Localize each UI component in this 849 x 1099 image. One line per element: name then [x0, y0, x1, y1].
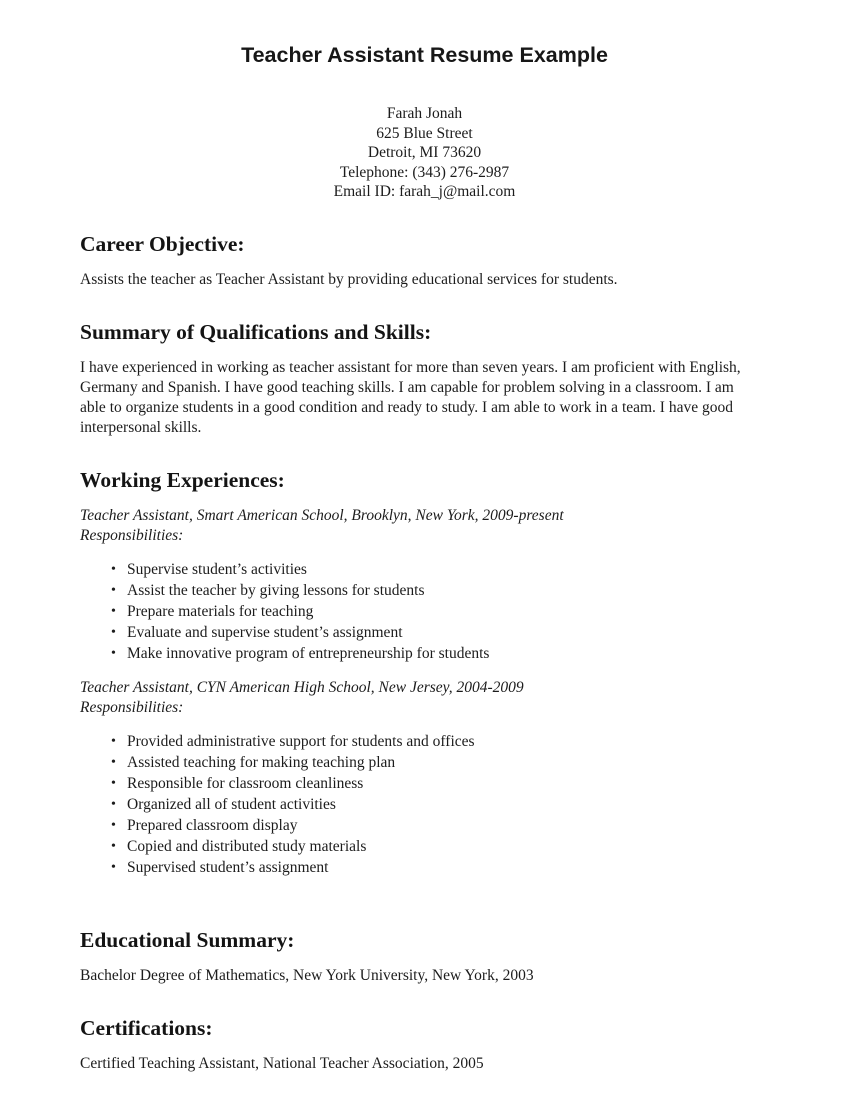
job-title-line: Teacher Assistant, CYN American High School, New Jersey, 2004-2009: [80, 678, 524, 696]
job-entry-1: [80, 506, 769, 664]
job-responsibilities-list: [80, 731, 769, 878]
job-title-line: Teacher Assistant, Smart American School, Brooklyn, New York, 2009-present: [80, 506, 564, 524]
section-heading-working-experiences: Working Experiences:: [80, 467, 285, 492]
career-objective-text: Assists the teacher as Teacher Assistant by providing educational services for students.: [80, 270, 618, 288]
job-responsibilities-list: [80, 559, 769, 664]
bullet-item: • Prepared classroom display: [80, 815, 747, 836]
section-heading-summary: Summary of Qualifications and Skills:: [80, 319, 432, 344]
bullet-item: • Copied and distributed study materials: [80, 836, 747, 857]
job-entry-2: [80, 678, 769, 878]
job-responsibilities-label: Responsibilities:: [80, 698, 184, 716]
section-heading-certifications: Certifications:: [80, 1015, 213, 1040]
bullet-item: • Provided administrative support for students and offices: [80, 731, 747, 752]
summary-text: I have experienced in working as teacher assistant for more than seven years. I am proficient with English, Germany and Spanish. I have good teaching skills. I am capable for problem solving in a classroom. I am able to organize students in a good condition and ready to study. I am able to work in a team. I have good interpersonal skills.: [80, 358, 741, 436]
educational-summary-text: Bachelor Degree of Mathematics, New York University, New York, 2003: [80, 966, 534, 984]
contact-name: Farah Jonah: [386, 105, 463, 122]
contact-telephone: Telephone: (343) 276-2987: [339, 163, 510, 181]
bullet-item: • Responsible for classroom cleanliness: [80, 773, 747, 794]
bullet-item: • Assist the teacher by giving lessons for students: [80, 580, 747, 601]
job-responsibilities-label: Responsibilities:: [80, 526, 184, 544]
contact-block: [80, 104, 769, 202]
bullet-item: • Prepare materials for teaching: [80, 601, 747, 622]
page-title: Teacher Assistant Resume Example: [241, 43, 608, 67]
contact-email: Email ID: farah_j@mail.com: [333, 183, 516, 200]
bullet-item: • Organized all of student activities: [80, 794, 747, 815]
certifications-text: Certified Teaching Assistant, National Teacher Association, 2005: [80, 1054, 484, 1072]
bullet-item: • Assisted teaching for making teaching plan: [80, 752, 747, 773]
bullet-item: • Supervise student’s activities: [80, 559, 747, 580]
bullet-item: • Evaluate and supervise student’s assignment: [80, 622, 747, 643]
bullet-item: • Supervised student’s assignment: [80, 857, 747, 878]
spacer: [80, 892, 769, 898]
contact-city-state-zip: Detroit, MI 73620: [367, 144, 482, 161]
bullet-item: • Make innovative program of entrepreneurship for students: [80, 643, 747, 664]
section-heading-career-objective: Career Objective:: [80, 231, 245, 256]
section-heading-educational-summary: Educational Summary:: [80, 927, 295, 952]
contact-street: 625 Blue Street: [376, 124, 473, 142]
